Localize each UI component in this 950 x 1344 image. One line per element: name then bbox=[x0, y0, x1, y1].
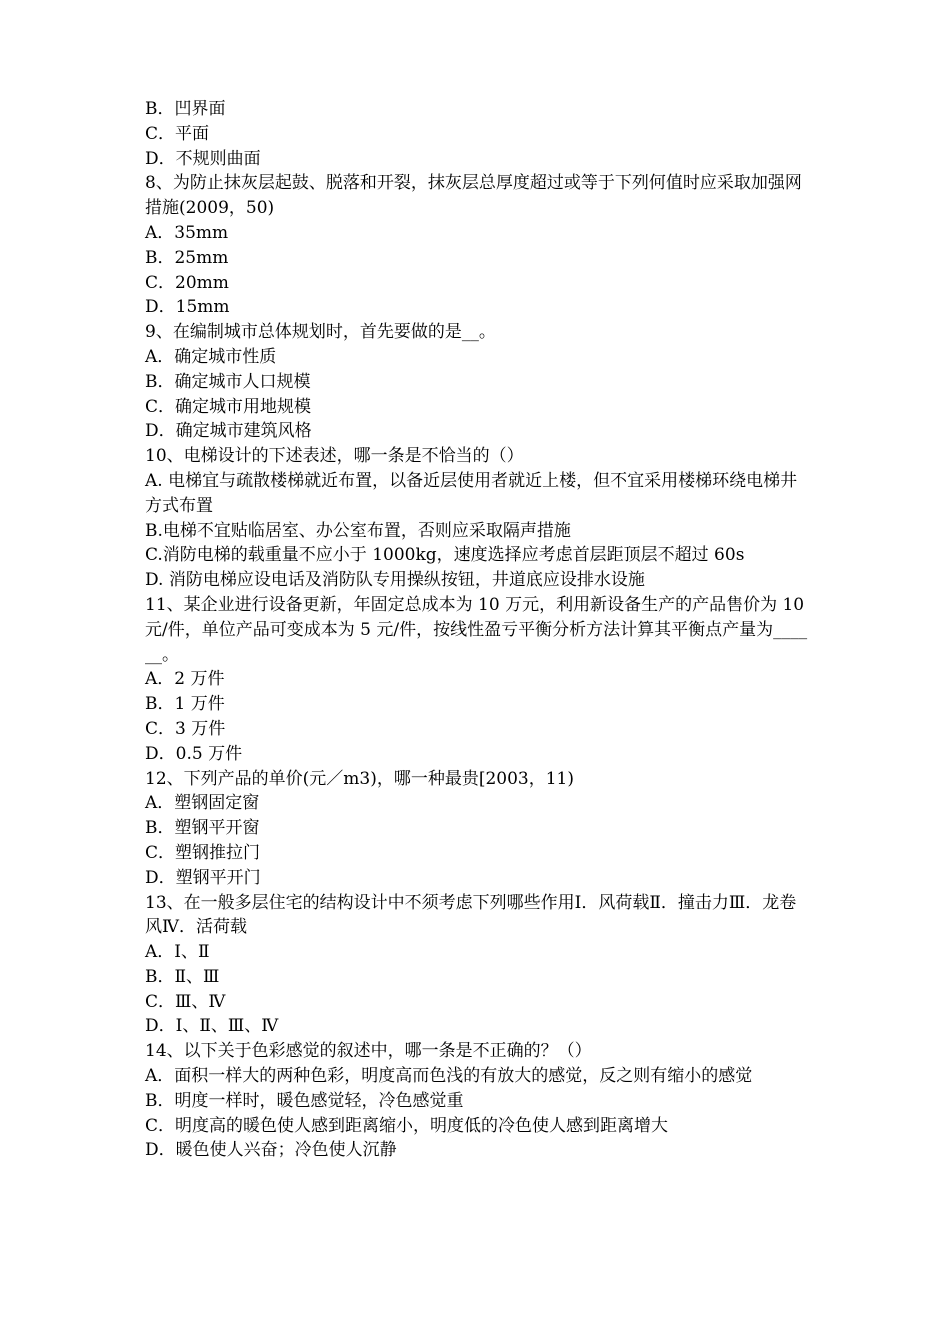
option-line: D．不规则曲面 bbox=[145, 148, 261, 169]
option-line: A．确定城市性质 bbox=[145, 346, 277, 367]
option-line: D．暖色使人兴奋；冷色使人沉静 bbox=[145, 1140, 397, 1161]
question-14: 14、以下关于色彩感觉的叙述中，哪一条是不正确的？（） bbox=[145, 1041, 592, 1062]
option-line: C．3 万件 bbox=[145, 718, 226, 739]
option-line: B．凹界面 bbox=[145, 99, 226, 119]
option-line: A．2 万件 bbox=[145, 669, 225, 690]
option-line: A．35mm bbox=[145, 222, 229, 243]
question-10: 10、电梯设计的下述表述，哪一条是不恰当的（） bbox=[145, 446, 524, 467]
option-line: C．20mm bbox=[145, 272, 229, 293]
option-line: B．Ⅱ、Ⅲ bbox=[145, 966, 220, 987]
option-line: D．确定城市建筑风格 bbox=[145, 421, 312, 442]
document-body bbox=[145, 97, 813, 1163]
option-line: B．1 万件 bbox=[145, 694, 225, 715]
option-line: C.消防电梯的载重量不应小于 1000kg，速度选择应考虑首层距顶层不超过 60s bbox=[145, 545, 745, 566]
option-line: A. 电梯宜与疏散楼梯就近布置，以备近层使用者就近上楼，但不宜采用楼梯环绕电梯井方式布置 bbox=[145, 470, 798, 516]
option-line: C．明度高的暖色使人感到距离缩小，明度低的冷色使人感到距离增大 bbox=[145, 1115, 669, 1136]
option-line: B.电梯不宜贴临居室、办公室布置，否则应采取隔声措施 bbox=[145, 520, 571, 541]
option-line: D. 消防电梯应设电话及消防队专用操纵按钮，井道底应设排水设施 bbox=[145, 570, 645, 591]
option-line: B．25mm bbox=[145, 247, 229, 268]
option-line: D．0.5 万件 bbox=[145, 743, 243, 764]
option-line: C．Ⅲ、Ⅳ bbox=[145, 991, 226, 1012]
option-line: A．面积一样大的两种色彩，明度高而色浅的有放大的感觉，反之则有缩小的感觉 bbox=[145, 1066, 753, 1087]
option-line: B．塑钢平开窗 bbox=[145, 818, 260, 839]
question-11: 11、某企业进行设备更新，年固定总成本为 10 万元，利用新设备生产的产品售价为 10 元/件，单位产品可变成本为 5 元/件，按线性盈亏平衡分析方法计算其平衡点产量为______。 bbox=[145, 594, 808, 665]
option-line: B．明度一样时，暖色感觉轻，冷色感觉重 bbox=[145, 1090, 464, 1111]
option-line: C．确定城市用地规模 bbox=[145, 396, 312, 417]
option-line: B．确定城市人口规模 bbox=[145, 371, 311, 392]
option-line: D．塑钢平开门 bbox=[145, 867, 261, 888]
option-line: D．Ⅰ、Ⅱ、Ⅲ、Ⅳ bbox=[145, 1016, 279, 1037]
option-line: D．15mm bbox=[145, 297, 230, 318]
question-13: 13、在一般多层住宅的结构设计中不须考虑下列哪些作用Ⅰ．风荷载Ⅱ．撞击力Ⅲ．龙卷风Ⅳ．活荷载 bbox=[145, 892, 797, 938]
option-line: C．平面 bbox=[145, 123, 210, 144]
question-12: 12、下列产品的单价(元／m3)，哪一种最贵[2003，11) bbox=[145, 768, 574, 789]
question-9: 9、在编制城市总体规划时，首先要做的是__。 bbox=[145, 322, 496, 343]
option-line: A．Ⅰ、Ⅱ bbox=[145, 942, 210, 963]
option-line: A．塑钢固定窗 bbox=[145, 793, 260, 814]
question-8: 8、为防止抹灰层起鼓、脱落和开裂，抹灰层总厚度超过或等于下列何值时应采取加强网措施(2009，50) bbox=[145, 173, 802, 219]
option-line: C．塑钢推拉门 bbox=[145, 842, 261, 863]
